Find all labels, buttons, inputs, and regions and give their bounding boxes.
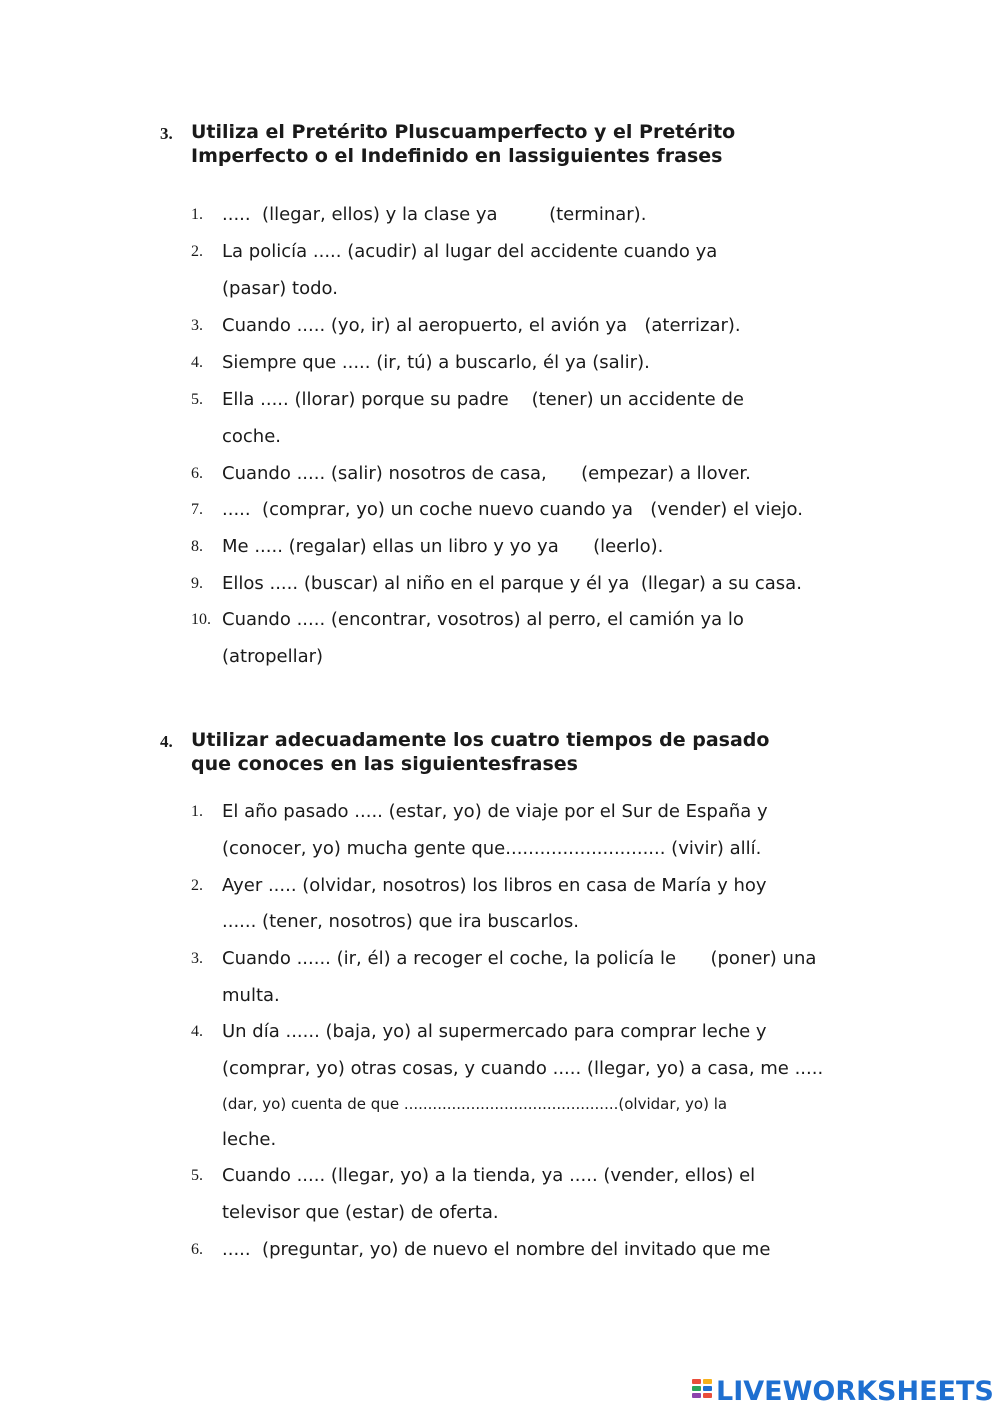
item-number: 6. xyxy=(191,1241,203,1258)
item-text: Ella ..... (llorar) porque su padre (tener) un accidente de xyxy=(222,389,744,410)
item-text: Siempre que ..... (ir, tú) a buscarlo, él ya (salir). xyxy=(222,352,650,373)
item-text: Ellos ..... (buscar) al niño en el parque y él ya (llegar) a su casa. xyxy=(222,573,802,594)
item-number: 3. xyxy=(191,950,203,967)
item-number: 2. xyxy=(191,243,203,260)
item-number: 8. xyxy=(191,538,203,555)
item-text: La policía ..... (acudir) al lugar del accidente cuando ya xyxy=(222,241,718,262)
item-number: 5. xyxy=(191,391,203,408)
item-text: Cuando ...... (ir, él) a recoger el coche, la policía le (poner) una xyxy=(222,948,817,969)
item-text: ..... (llegar, ellos) y la clase ya (terminar). xyxy=(222,204,647,225)
item-text: Cuando ..... (encontrar, vosotros) al perro, el camión ya lo xyxy=(222,609,744,630)
item-text: televisor que (estar) de oferta. xyxy=(222,1202,499,1223)
item-number: 10. xyxy=(191,611,211,628)
item-text: Cuando ..... (yo, ir) al aeropuerto, el avión ya (aterrizar). xyxy=(222,315,741,336)
exercise-number: 4. xyxy=(160,732,173,751)
item-text: ..... (preguntar, yo) de nuevo el nombre del invitado que me xyxy=(222,1239,771,1260)
item-text: leche. xyxy=(222,1129,277,1150)
item-text: Un día ...... (baja, yo) al supermercado para comprar leche y xyxy=(222,1021,767,1042)
logo-mark-icon xyxy=(692,1378,714,1404)
exercise-number: 3. xyxy=(160,124,173,143)
item-text: Ayer ..... (olvidar, nosotros) los libros en casa de María y hoy xyxy=(222,875,767,896)
item-text: Me ..... (regalar) ellas un libro y yo ya (leerlo). xyxy=(222,536,664,557)
exercise-title-line: Utiliza el Pretérito Pluscuamperfecto y el Pretérito xyxy=(191,121,736,143)
item-text: ...... (tener, nosotros) que ira buscarlos. xyxy=(222,911,579,932)
item-number: 3. xyxy=(191,317,203,334)
item-text: (atropellar) xyxy=(222,646,324,667)
item-number: 6. xyxy=(191,465,203,482)
item-number: 1. xyxy=(191,206,203,223)
item-text: (pasar) todo. xyxy=(222,278,338,299)
logo-text: LIVEWORKSHEETS xyxy=(716,1375,994,1407)
item-number: 5. xyxy=(191,1167,203,1184)
exercise-title-line: Utilizar adecuadamente los cuatro tiempos de pasado xyxy=(191,729,770,751)
item-text: Cuando ..... (salir) nosotros de casa, (empezar) a llover. xyxy=(222,463,751,484)
item-number: 4. xyxy=(191,354,203,371)
item-text: ..... (comprar, yo) un coche nuevo cuando ya (vender) el viejo. xyxy=(222,499,803,520)
item-number: 4. xyxy=(191,1023,203,1040)
liveworksheets-logo xyxy=(692,1374,994,1408)
item-text: El año pasado ..... (estar, yo) de viaje por el Sur de España y xyxy=(222,801,768,822)
item-text: (conocer, yo) mucha gente que............................ (vivir) allí. xyxy=(222,838,762,859)
item-number: 1. xyxy=(191,803,203,820)
item-text: (dar, yo) cuenta de que .............................................(olvidar, yo) la xyxy=(222,1095,728,1113)
item-text: (comprar, yo) otras cosas, y cuando ..... (llegar, yo) a casa, me ..... xyxy=(222,1058,824,1079)
item-text: coche. xyxy=(222,426,282,447)
item-text: multa. xyxy=(222,985,280,1006)
item-text: Cuando ..... (llegar, yo) a la tienda, ya ..... (vender, ellos) el xyxy=(222,1165,756,1186)
item-number: 9. xyxy=(191,575,203,592)
exercise-title-line: que conoces en las siguientesfrases xyxy=(191,753,578,775)
item-number: 2. xyxy=(191,877,203,894)
item-number: 7. xyxy=(191,501,203,518)
exercise-title-line: Imperfecto o el Indefinido en lassiguientes frases xyxy=(191,145,723,167)
